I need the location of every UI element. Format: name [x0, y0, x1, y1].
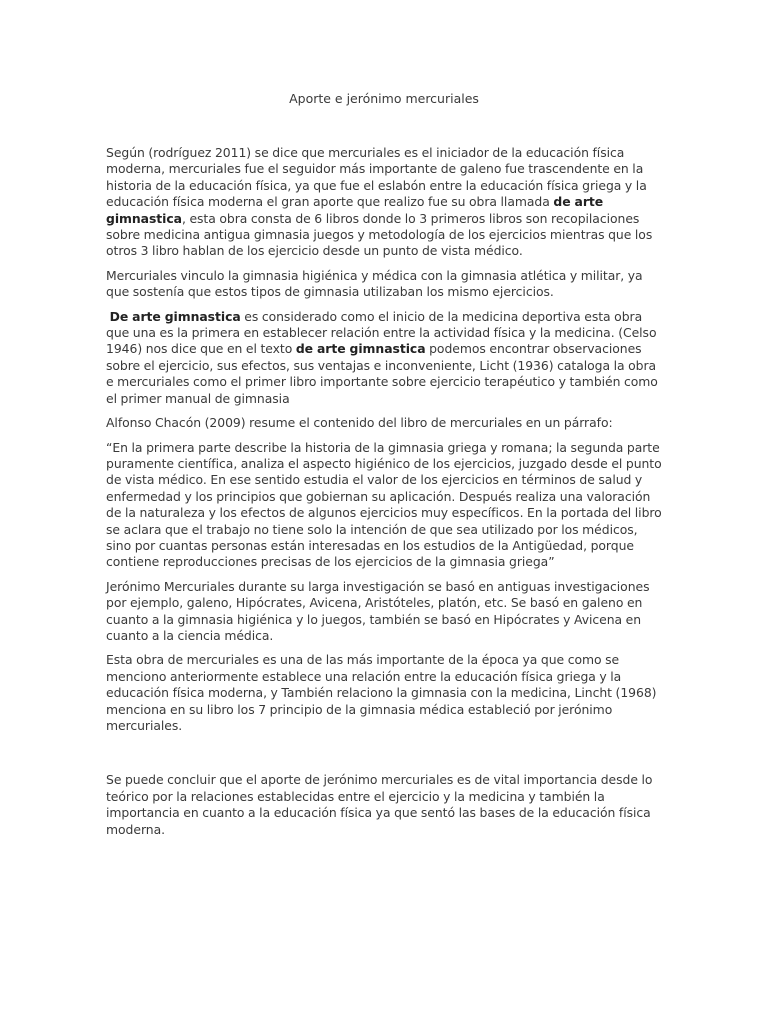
paragraph-investigacion: Jerónimo Mercuriales durante su larga investigación se basó en antiguas investigaciones por ejemplo, galeno, Hipócrates, Avicena, Aristóteles, platón, etc. Se basó en galeno en cuanto a la gimnasia higiénica y lo juegos, también se basó en Hipócrates y Avicena en cuanto a la ciencia médica. [106, 578, 650, 643]
paragraph-chacon-intro: Alfonso Chacón (2009) resume el contenido del libro de mercuriales en un párrafo: [106, 415, 613, 431]
paragraph-importancia: Esta obra de mercuriales es una de las más importante de la época ya que como se menciono anteriormente establece una relación entre la educación física griega y la educación física moderna, y También relaciono la gimnasia con la medicina, Lincht (1968) menciona en su libro los 7 principio de la gimnasia médica estableció por jerónimo mercuriales. [106, 652, 657, 733]
paragraph-medicina-text-d: podemos encontrar observaciones sobre el ejercicio, sus efectos, sus ventajas e inconveniente, Licht (1936) cataloga la obra e mercuriales como el primer libro importante sobre ejercicio terapéutico y también como el primer manual de gimnasia [106, 341, 658, 406]
document-title: Aporte e jerónimo mercuriales [289, 91, 479, 106]
paragraph-medicina-text-b: es considerado como el inicio de la medicina deportiva esta obra que una es la primera en establecer relación entre la actividad física y la medicina. (Celso 1946) nos dice que en el texto [106, 308, 657, 357]
paragraph-medicina-bold-title-1: De arte gimnastica [109, 308, 241, 324]
paragraph-medicina-deportiva [106, 309, 662, 407]
blank-line [106, 742, 662, 772]
paragraph-conclusion: Se puede concluir que el aporte de jerónimo mercuriales es de vital importancia desde lo teórico por la relaciones establecidas entre el ejercicio y la medicina y también la importancia en cuanto a la educación física ya que sentó las bases de la educación física moderna. [106, 772, 653, 837]
paragraph-intro-text-a: Según (rodríguez 2011) se dice que mercuriales es el iniciador de la educación física moderna, mercuriales fue el seguidor más importante de galeno fue trascendente en la historia de la educación física, ya que fue el eslabón entre la educación física griega y la educación física moderna el gran aporte que realizo fue su obra llamada [106, 145, 647, 210]
document-page [106, 90, 662, 846]
paragraph-quote: “En la primera parte describe la historia de la gimnasia griega y romana; la segunda parte puramente científica, analiza el aspecto higiénico de los ejercicios, juzgado desde el punto de vista médico. En ese sentido estudia el valor de los ejercicios en términos de salud y enfermedad y los principios que gobiernan su aplicación. Después realiza una valoración de la naturaleza y los efectos de algunos ejercicios muy específicos. En la portada del libro se aclara que el trabajo no tiene solo la intención de que sea utilizado por los médicos, sino por cuantas personas están interesadas en los estudios de la Antigüedad, porque contiene reproducciones precisas de los ejercicios de la gimnasia griega” [106, 439, 662, 570]
paragraph-intro-text-c: , esta obra consta de 6 libros donde lo 3 primeros libros son recopilaciones sobre medicina antigua gimnasia juegos y metodología de los ejercicios mientras que los otros 3 libro hablan de los ejercicio desde un punto de vista médico. [106, 210, 653, 259]
paragraph-vinculo: Mercuriales vinculo la gimnasia higiénica y médica con la gimnasia atlética y militar, ya que sostenía que estos tipos de gimnasia utilizaban los mismo ejercicios. [106, 267, 643, 300]
paragraph-intro [106, 145, 662, 260]
paragraph-intro-bold-title: de arte gimnastica [106, 194, 604, 226]
paragraph-medicina-bold-title-2: de arte gimnastica [295, 341, 426, 357]
